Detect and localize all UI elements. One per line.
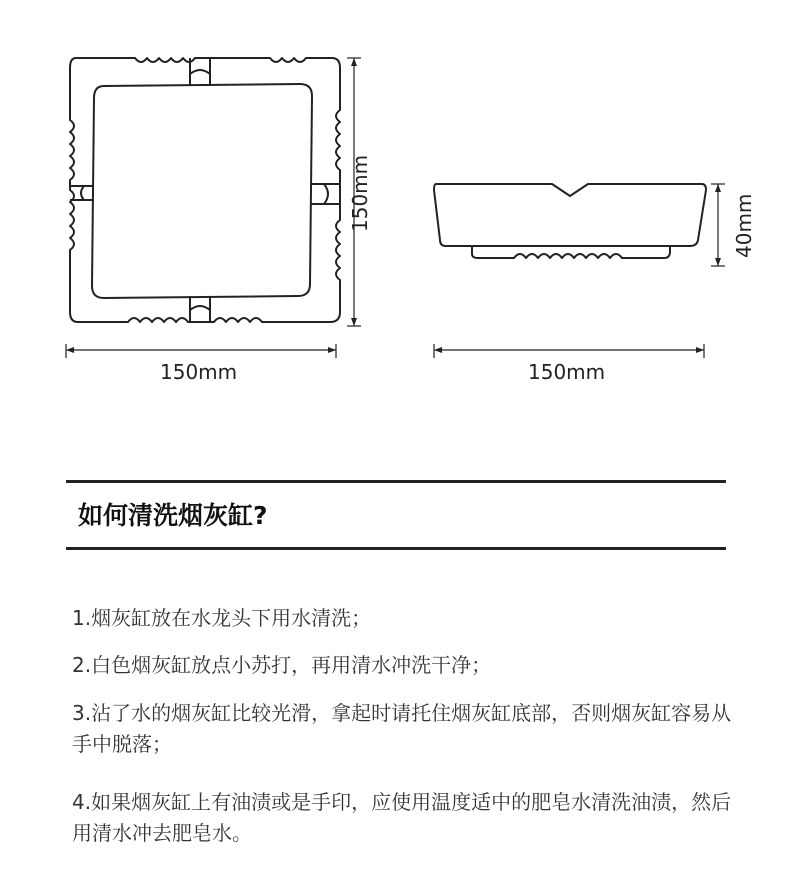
bottom-rest: [190, 296, 210, 322]
step-item: 2.白色烟灰缸放点小苏打，再用清水冲洗干净；: [72, 653, 492, 677]
section-rule-bottom: [66, 547, 726, 550]
step-item: 3.沾了水的烟灰缸比较光滑，拿起时请托住烟灰缸底部，否则烟灰缸容易从手中脱落；: [72, 701, 732, 756]
side-view-width-label: 150mm: [528, 360, 606, 384]
side-view-base: [472, 246, 670, 258]
top-view-width-label: 150mm: [160, 360, 238, 384]
section-rule-top: [66, 480, 726, 483]
top-view-outline: [70, 58, 340, 322]
side-view-body: [434, 184, 706, 246]
right-rest: [310, 184, 340, 204]
step-item: 4.如果烟灰缸上有油渍或是手印，应使用温度适中的肥皂水清洗油渍，然后用清水冲去肥皂水。: [72, 790, 732, 845]
top-view-inner: [92, 84, 312, 298]
section-title: 如何清洗烟灰缸?: [78, 501, 268, 530]
side-view-height-label: 40mm: [732, 193, 756, 258]
step-item: 1.烟灰缸放在水龙头下用水清洗；: [72, 606, 372, 630]
top-view-height-label: 150mm: [348, 154, 372, 232]
top-rest: [190, 58, 210, 86]
